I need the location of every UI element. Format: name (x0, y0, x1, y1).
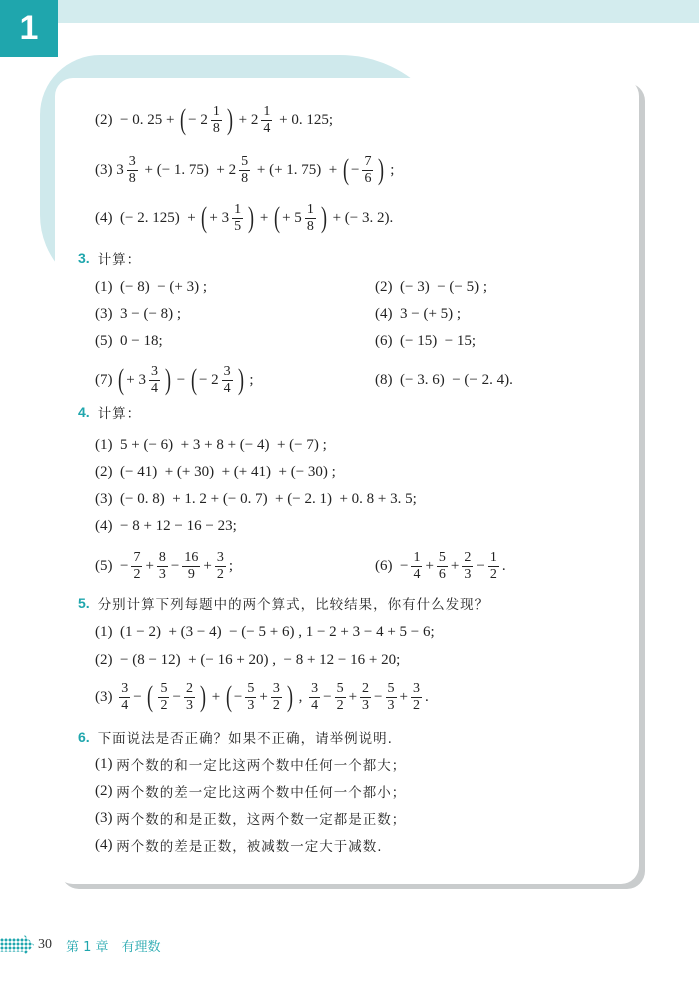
math-text: − (323, 688, 332, 705)
math-text: ; (386, 161, 395, 178)
large-parenthesis: ) (237, 363, 244, 396)
math-text: ; (245, 371, 254, 388)
numerator: 3 (121, 680, 129, 696)
fraction (215, 550, 226, 583)
exercise-item (375, 321, 476, 361)
numerator: 16 (184, 549, 199, 565)
math-text: (6) (− 15) − 15; (375, 332, 477, 349)
instruction-text: 两个数的差一定比这两个数中任何一个都小； (116, 785, 407, 801)
large-parenthesis: ( (274, 201, 281, 234)
denominator: 3 (158, 566, 166, 582)
numerator: 3 (223, 363, 231, 379)
math-text: (4) 3 − (+ 5) ; (375, 305, 462, 322)
numerator: 5 (241, 153, 249, 169)
denominator: 2 (489, 566, 497, 582)
fraction (271, 681, 282, 714)
denominator: 3 (464, 566, 472, 582)
denominator: 2 (216, 566, 224, 582)
fraction (184, 681, 195, 714)
large-parenthesis: ( (225, 680, 232, 713)
large-parenthesis: ( (180, 103, 187, 136)
math-text: + (348, 688, 358, 705)
fraction (157, 550, 168, 583)
denominator: 2 (160, 697, 168, 713)
numerator: 3 (150, 363, 158, 379)
denominator: 6 (438, 566, 446, 582)
fraction (232, 202, 243, 235)
numerator: 1 (489, 549, 497, 565)
math-text: − (172, 371, 189, 388)
numerator: 3 (216, 549, 224, 565)
fraction (488, 550, 499, 583)
numerator: 1 (306, 201, 314, 217)
fraction (462, 550, 473, 583)
numerator: 7 (364, 153, 372, 169)
numerator: 1 (212, 103, 220, 119)
math-text: (2) (− 41) + (+ 30) + (+ 41) + (− 30) ; (95, 463, 336, 480)
denominator: 4 (413, 566, 421, 582)
large-parenthesis: ) (286, 680, 293, 713)
large-parenthesis: ( (118, 363, 125, 396)
fraction (127, 154, 138, 187)
numerator: 1 (234, 201, 242, 217)
denominator: 6 (364, 170, 372, 186)
instruction-text: 分别计算下列每题中的两个算式，比较结果，你有什么发现？ (97, 597, 490, 613)
large-parenthesis: ) (320, 201, 327, 234)
exercise-item (375, 546, 506, 586)
exercise-number: 6. (78, 729, 90, 745)
denominator: 5 (234, 218, 242, 234)
math-text: − (351, 161, 360, 178)
denominator: 4 (223, 380, 231, 396)
math-text: . (424, 688, 429, 705)
instruction-text: 两个数的差是正数，被减数一定大于减数. (116, 839, 383, 855)
fraction (360, 681, 371, 714)
exercise-item (95, 677, 429, 717)
fraction (362, 154, 373, 187)
math-text: (5) 0 − 18; (95, 332, 163, 349)
math-text: + 2 (234, 111, 259, 128)
numerator: 5 (336, 680, 344, 696)
large-parenthesis: ) (248, 201, 255, 234)
math-text: ; (228, 557, 234, 574)
denominator: 3 (362, 697, 370, 713)
math-text: (5) − (95, 557, 129, 574)
math-text: (7) (95, 371, 117, 388)
large-parenthesis: ( (147, 680, 154, 713)
math-text: − 2 (198, 371, 219, 388)
numerator: 5 (160, 680, 168, 696)
math-text: + (259, 688, 268, 705)
exercise-number: 4. (78, 404, 90, 420)
denominator: 8 (241, 170, 249, 186)
math-text: + (145, 557, 154, 574)
exercise-item (95, 546, 233, 586)
math-text: − (476, 557, 485, 574)
fraction (182, 550, 200, 583)
instruction-text: 下面说法是否正确？如果不正确，请举例说明. (97, 731, 393, 747)
denominator: 3 (247, 697, 255, 713)
math-text: + 3 (209, 209, 230, 226)
fraction (119, 681, 130, 714)
math-text: (1) (1 − 2) + (3 − 4) − (− 5 + 6) , 1 − 2 + 3 − 4 + 5 − 6; (95, 623, 435, 640)
denominator: 9 (187, 566, 195, 582)
denominator: 4 (121, 697, 129, 713)
denominator: 3 (387, 697, 395, 713)
exercise-item (95, 150, 394, 190)
denominator: 3 (185, 697, 193, 713)
math-text: (1) 5 + (− 6) + 3 + 8 + (− 4) + (− 7) ; (95, 436, 327, 453)
fraction (149, 364, 160, 397)
fraction (411, 681, 422, 714)
math-text: + (450, 557, 460, 574)
page-number: 30 (38, 937, 52, 952)
math-text: (3) (− 0. 8) + 1. 2 + (− 0. 7) + (− 2. 1) + 0. 8 + 3. 5; (95, 490, 417, 507)
math-text: (6) − (375, 557, 409, 574)
math-text: , (294, 688, 307, 705)
fraction (386, 681, 397, 714)
numerator: 3 (412, 680, 420, 696)
math-text: − (172, 688, 181, 705)
large-parenthesis: ( (201, 201, 208, 234)
fraction (158, 681, 169, 714)
math-text: (1) (− 8) − (+ 3) ; (95, 278, 208, 295)
header-bar (58, 0, 699, 23)
math-text: (2) (− 3) − (− 5) ; (375, 278, 488, 295)
large-parenthesis: ( (343, 153, 349, 186)
exercise-item (95, 640, 400, 680)
math-text: (3) (95, 809, 117, 826)
dotted-arrow-icon (0, 934, 34, 956)
fraction (411, 550, 422, 583)
fraction (211, 104, 222, 137)
instruction-text: 计算： (97, 406, 142, 422)
instruction-text: 两个数的和是正数，这两个数一定都是正数； (116, 812, 407, 828)
math-text: (2) − (8 − 12) + (− 16 + 20) , − 8 + 12 − 16 + 20; (95, 651, 401, 668)
chapter-label: 第 1 章 有理数 (66, 939, 161, 955)
math-text: + (425, 557, 434, 574)
denominator: 2 (272, 697, 280, 713)
math-text: − (170, 557, 180, 574)
math-text: (3) 3 (95, 161, 124, 178)
fraction (222, 364, 233, 397)
exercise-item (95, 100, 333, 140)
numerator: 5 (438, 549, 446, 565)
math-text: + (+ 1. 75) + (253, 161, 341, 178)
math-text: + (203, 557, 212, 574)
exercise-item (95, 321, 163, 361)
exercise-item (95, 198, 393, 238)
fraction (309, 681, 320, 714)
chapter-number-tab: 1 (0, 0, 58, 57)
numerator: 8 (158, 549, 166, 565)
math-text: (4) (− 2. 125) + (95, 209, 200, 226)
fraction (335, 681, 346, 714)
math-text: + (207, 688, 224, 705)
large-parenthesis: ) (226, 103, 233, 136)
math-text: + (256, 209, 273, 226)
denominator: 2 (336, 697, 344, 713)
math-text: − (374, 688, 383, 705)
denominator: 4 (311, 697, 319, 713)
exercise-item (95, 506, 237, 546)
math-text: + (399, 688, 408, 705)
denominator: 2 (133, 566, 141, 582)
denominator: 8 (306, 218, 314, 234)
math-text: (8) (− 3. 6) − (− 2. 4). (375, 371, 513, 388)
page-footer (0, 934, 161, 956)
denominator: 4 (263, 120, 271, 136)
denominator: 4 (150, 380, 158, 396)
exercise-number: 3. (78, 250, 90, 266)
numerator: 3 (272, 680, 280, 696)
math-text: + 5 (282, 209, 302, 226)
math-text: (4) − 8 + 12 − 16 − 23; (95, 517, 237, 534)
instruction-text: 两个数的和一定比这两个数中任何一个都大； (116, 758, 407, 774)
math-text: (3) 3 − (− 8) ; (95, 305, 182, 322)
math-text: − 2 (188, 111, 208, 128)
fraction (437, 550, 448, 583)
large-parenthesis: ) (164, 363, 171, 396)
math-text: (4) (95, 836, 117, 853)
math-text: . (501, 557, 506, 574)
math-text: (2) (95, 782, 117, 799)
numerator: 3 (128, 153, 136, 169)
numerator: 7 (133, 549, 141, 565)
numerator: 2 (185, 680, 193, 696)
numerator: 2 (464, 549, 472, 565)
fraction (245, 681, 256, 714)
numerator: 2 (362, 680, 370, 696)
math-text: (3) (95, 688, 117, 705)
denominator: 8 (128, 170, 136, 186)
exercise-number: 5. (78, 595, 90, 611)
fraction (131, 550, 142, 583)
fraction (261, 104, 272, 137)
math-text: + 0. 125; (275, 111, 333, 128)
numerator: 1 (413, 549, 421, 565)
denominator: 2 (412, 697, 420, 713)
numerator: 5 (247, 680, 255, 696)
math-text: − (233, 688, 243, 705)
math-text: + 3 (126, 371, 146, 388)
fraction (239, 154, 250, 187)
math-text: + (− 1. 75) + 2 (140, 161, 237, 178)
math-text: (2) − 0. 25 + (95, 111, 179, 128)
numerator: 3 (311, 680, 319, 696)
instruction-text: 计算： (97, 252, 142, 268)
math-text: (1) (95, 755, 117, 772)
large-parenthesis: ) (378, 153, 385, 186)
large-parenthesis: ( (190, 363, 197, 396)
numerator: 5 (387, 680, 395, 696)
large-parenthesis: ) (199, 680, 206, 713)
fraction (305, 202, 316, 235)
math-text: + (− 3. 2). (328, 209, 394, 226)
exercise-item (375, 360, 513, 400)
math-text: − (133, 688, 146, 705)
denominator: 8 (212, 120, 220, 136)
exercise-item (95, 825, 383, 865)
numerator: 1 (263, 103, 271, 119)
